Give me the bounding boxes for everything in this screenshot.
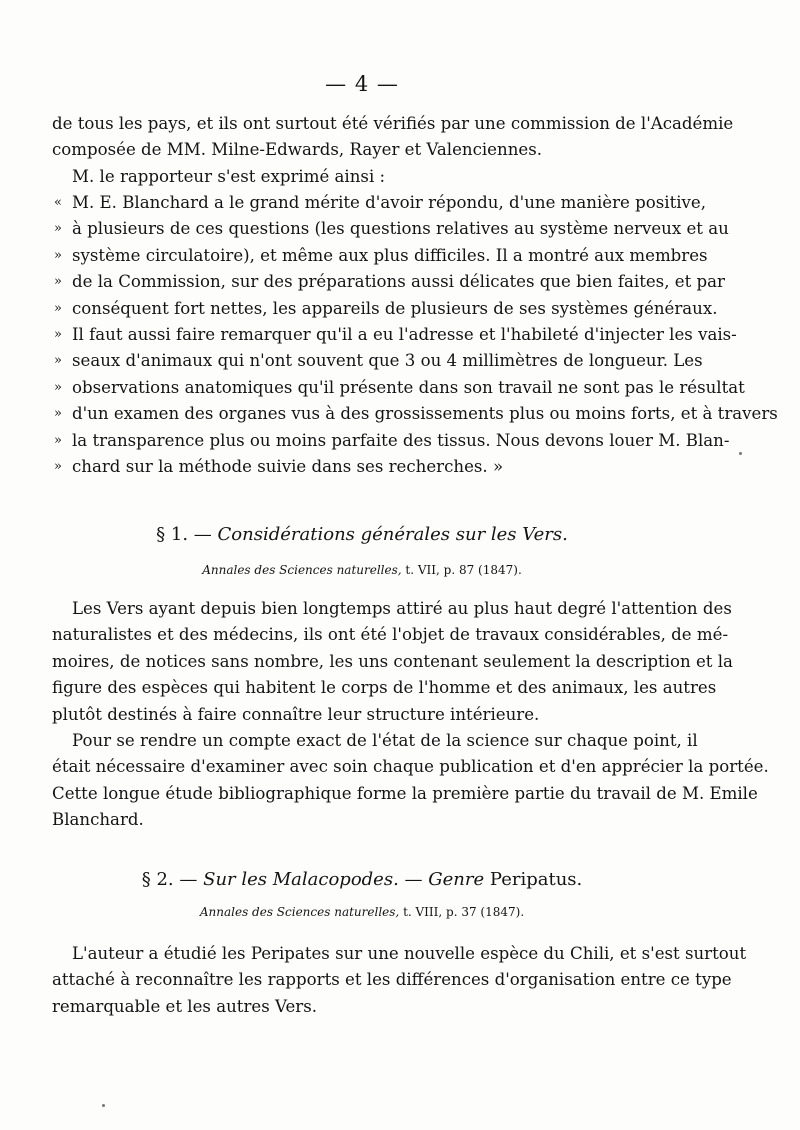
quote-text: Il faut aussi faire remarquer qu'il a eu l'adresse et l'habileté d'injecter les vais-: [72, 325, 737, 345]
quote-line: [52, 322, 737, 348]
continuation-quote-mark: »: [54, 300, 62, 316]
page-number: — 4 —: [325, 72, 399, 96]
continuation-quote-mark: »: [54, 221, 62, 237]
section-1-heading: [0, 524, 724, 545]
quote-line: [52, 269, 725, 295]
section-2-body: [52, 941, 747, 1020]
quote-line: [52, 375, 745, 401]
section-1-reference: [0, 563, 724, 577]
print-speck: [102, 1104, 105, 1107]
quote-text: de la Commission, sur des préparations aussi délicates que bien faites, et par: [72, 272, 725, 292]
section-1-number: § 1.: [156, 524, 189, 545]
continuation-quote-mark: »: [54, 432, 62, 448]
quote-line: [52, 216, 729, 242]
text-line: composée de MM. Milne-Edwards, Rayer et Valenciennes.: [52, 140, 542, 160]
quote-line: [52, 454, 672, 480]
intro-paragraph: [52, 111, 734, 190]
section-1-body: [52, 596, 769, 834]
quote-line: [52, 243, 708, 269]
continuation-quote-mark: »: [54, 247, 62, 263]
section-2-number: § 2.: [141, 869, 174, 890]
quote-line: [52, 401, 778, 427]
quote-text: seaux d'animaux qui n'ont souvent que 3 ou 4 millimètres de longueur. Les: [72, 351, 703, 371]
continuation-quote-mark: »: [54, 327, 62, 343]
text-line: était nécessaire d'examiner avec soin chaque publication et d'en apprécier la portée.: [52, 757, 769, 777]
quote-text: observations anatomiques qu'il présente dans son travail ne sont pas le résultat: [72, 377, 745, 397]
text-line: naturalistes et des médecins, ils ont été l'objet de travaux considérables, de mé-: [52, 625, 729, 645]
section-2-genre-label: Genre: [428, 869, 485, 890]
text-line: de tous les pays, et ils ont surtout été vérifiés par une commission de l'Académie: [52, 114, 734, 133]
quote-line: [52, 428, 730, 454]
open-quote-mark: «: [54, 195, 62, 210]
continuation-quote-mark: »: [54, 379, 62, 395]
continuation-quote-mark: »: [54, 274, 62, 290]
text-line: remarquable et les autres Vers.: [52, 996, 318, 1016]
text-line: Les Vers ayant depuis bien longtemps attiré au plus haut degré l'attention des: [72, 599, 732, 618]
quote-text: d'un examen des organes vus à des grossissements plus ou moins forts, et à travers: [72, 404, 778, 424]
quote-text: conséquent fort nettes, les appareils de plusieurs de ses systèmes généraux.: [72, 298, 718, 318]
continuation-quote-mark: »: [54, 459, 62, 475]
report-quote: [52, 190, 778, 480]
quote-text: M. E. Blanchard a le grand mérite d'avoir répondu, d'une manière positive,: [72, 193, 707, 212]
text-line: attaché à reconnaître les rapports et les différences d'organisation entre ce type: [52, 970, 732, 990]
rapporteur-line: M. le rapporteur s'est exprimé ainsi :: [72, 166, 386, 186]
section-2-heading: [0, 869, 724, 890]
text-line: L'auteur a étudié les Peripates sur une nouvelle espèce du Chili, et s'est surtout: [72, 944, 747, 963]
section-2-reference: [0, 905, 724, 919]
quote-text: la transparence plus ou moins parfaite des tissus. Nous devons louer M. Blan-: [72, 430, 730, 450]
section-2-dash: —: [179, 869, 198, 890]
text-line: moires, de notices sans nombre, les uns contenant seulement la description et la: [52, 651, 733, 671]
section-2-volume: t. VIII, p. 37 (1847).: [403, 905, 525, 919]
text-line: plutôt destinés à faire connaître leur structure intérieure.: [52, 704, 540, 724]
quote-text: chard sur la méthode suivie dans ses recherches. »: [72, 457, 504, 477]
quote-line: [52, 296, 718, 322]
quote-line: [52, 190, 707, 216]
section-1-journal: Annales des Sciences naturelles,: [202, 563, 402, 577]
text-line: Pour se rendre un compte exact de l'état de la science sur chaque point, il: [72, 731, 698, 751]
text-line: Cette longue étude bibliographique forme la première partie du travail de M. Emile: [52, 783, 758, 803]
section-2-genus: Peripatus.: [489, 869, 583, 890]
quote-text: système circulatoire), et même aux plus difficiles. Il a montré aux membres: [72, 245, 708, 265]
section-1-title: Considérations générales sur les Vers.: [217, 524, 568, 545]
quote-text: à plusieurs de ces questions (les questions relatives au système nerveux et au: [72, 219, 729, 239]
section-2-dash: —: [404, 869, 423, 890]
continuation-quote-mark: »: [54, 353, 62, 369]
text-line: figure des espèces qui habitent le corps de l'homme et des animaux, les autres: [52, 678, 717, 698]
quote-line: [52, 348, 703, 374]
print-speck: [739, 452, 742, 455]
text-line: Blanchard.: [52, 810, 144, 830]
section-1-dash: —: [193, 524, 212, 545]
section-2-journal: Annales des Sciences naturelles,: [199, 905, 400, 919]
section-2-title: Sur les Malacopodes.: [203, 869, 399, 890]
continuation-quote-mark: »: [54, 406, 62, 422]
section-1-volume: t. VII, p. 87 (1847).: [405, 563, 522, 577]
